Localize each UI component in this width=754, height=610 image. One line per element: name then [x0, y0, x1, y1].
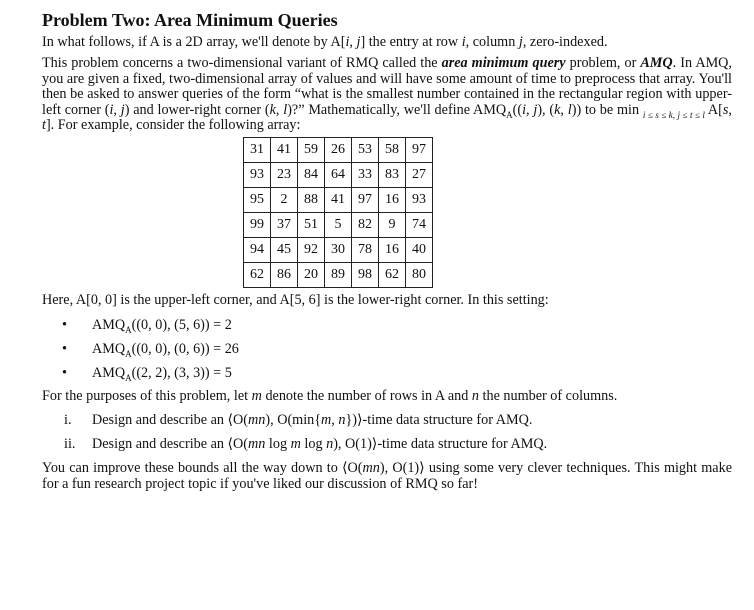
bullet-icon: •: [62, 364, 67, 381]
table-cell: 37: [271, 213, 298, 238]
table-cell: 94: [244, 238, 271, 263]
text: Design and describe an ⟨O(: [92, 436, 249, 453]
subscript: i ≤ s ≤ k, j ≤ t ≤ l: [642, 109, 705, 120]
table-cell: 93: [406, 188, 433, 213]
table-cell: 78: [352, 238, 379, 263]
text: AMQ: [92, 364, 126, 381]
table-cell: 98: [352, 263, 379, 288]
subscript: A: [125, 372, 132, 383]
text: ((2, 2), (3, 3)) = 5: [131, 364, 232, 381]
table-row: [244, 163, 433, 188]
var: i, j: [109, 101, 125, 118]
table-cell: 93: [244, 163, 271, 188]
table-cell: 97: [352, 188, 379, 213]
var: i, j: [522, 101, 538, 118]
text: denote the number of rows in A and: [261, 387, 472, 404]
var: i: [461, 34, 466, 50]
var: m: [290, 436, 301, 453]
table-cell: 92: [298, 238, 325, 263]
table-cell: 40: [406, 238, 433, 263]
text: AMQ: [92, 340, 126, 357]
table-cell: 74: [406, 213, 433, 238]
table-cell: 51: [298, 213, 325, 238]
term: area minimum query: [441, 55, 566, 72]
subscript: A: [125, 348, 132, 359]
term: AMQ: [640, 55, 673, 72]
text: log: [300, 436, 327, 453]
table-cell: 41: [325, 188, 352, 213]
bullet-icon: •: [62, 316, 67, 333]
var: k, l: [269, 101, 288, 118]
text: . In AMQ, you are given a fixed, two-dimensional array of values and will have some amount of time to preprocess that array. You'll then be asked to answer queries of the form “what is the smallest number contained in the rectangular region with upper-left corner (: [42, 55, 732, 118]
text: ((0, 0), (5, 6)) = 2: [131, 316, 232, 333]
table-cell: 88: [298, 188, 325, 213]
text: ((0, 0), (0, 6)) = 26: [131, 340, 239, 357]
table-cell: 41: [271, 138, 298, 163]
notation-paragraph: [42, 389, 732, 404]
part-number: i.: [64, 412, 72, 429]
table-cell: 30: [325, 238, 352, 263]
subscript: A: [506, 109, 513, 120]
table-cell: 5: [325, 213, 352, 238]
subscript: A: [125, 324, 132, 335]
closing-paragraph: [42, 461, 732, 492]
table-cell: 82: [352, 213, 379, 238]
problem-title: Problem Two: Area Minimum Queries: [42, 10, 338, 30]
table-cell: 23: [271, 163, 298, 188]
text: , column: [465, 34, 519, 50]
table-cell: 9: [379, 213, 406, 238]
corner-explanation: Here, A[0, 0] is the upper-left corner, and A[5, 6] is the lower-right corner. In this setting:: [42, 292, 549, 309]
table-cell: 59: [298, 138, 325, 163]
table-cell: 99: [244, 213, 271, 238]
table-row: [244, 138, 433, 163]
table-row: [244, 213, 433, 238]
table-cell: 33: [352, 163, 379, 188]
table-cell: 31: [244, 138, 271, 163]
text: log: [265, 436, 291, 453]
table-row: [244, 263, 433, 288]
table-cell: 53: [352, 138, 379, 163]
var: mn: [248, 412, 266, 429]
text: )?” Mathematically, we'll define AMQ: [287, 101, 507, 118]
list-item: [42, 337, 732, 361]
var: j: [518, 34, 523, 50]
text: ] the entry at row: [360, 34, 462, 50]
list-item: [42, 408, 732, 432]
example-array-table: [243, 137, 433, 288]
var: mn: [362, 460, 380, 477]
list-item: [42, 361, 732, 385]
intro-paragraph: [42, 35, 732, 50]
part-number: ii.: [64, 436, 76, 453]
table-cell: 62: [244, 263, 271, 288]
text: )) to be min: [571, 101, 643, 118]
table-cell: 26: [325, 138, 352, 163]
var: k, l: [554, 101, 572, 118]
table-cell: 97: [406, 138, 433, 163]
table-cell: 27: [406, 163, 433, 188]
text: the number of columns.: [479, 387, 618, 404]
text: ,: [349, 34, 357, 50]
table-cell: 45: [271, 238, 298, 263]
list-item: [42, 432, 732, 456]
text: problem, or: [565, 55, 641, 72]
table-cell: 58: [379, 138, 406, 163]
document-page: [42, 8, 732, 492]
table-cell: 20: [298, 263, 325, 288]
text: A[: [704, 101, 723, 118]
table-cell: 95: [244, 188, 271, 213]
table-cell: 89: [325, 263, 352, 288]
text: , zero-indexed.: [522, 34, 608, 50]
text: ) and lower-right corner (: [124, 101, 270, 118]
table-cell: 83: [379, 163, 406, 188]
text: ), (: [537, 101, 555, 118]
var: n: [326, 436, 334, 453]
var: mn: [248, 436, 266, 453]
table-cell: 84: [298, 163, 325, 188]
text: For the purposes of this problem, let: [42, 387, 252, 404]
text: This problem concerns a two-dimensional variant of RMQ called the: [42, 55, 442, 72]
table-cell: 80: [406, 263, 433, 288]
var: j: [356, 34, 361, 50]
text: ]. For example, consider the following array:: [45, 117, 301, 134]
text: ), O(1)⟩ using some very clever techniques. This might make for a fun research project topic if you've liked our discussion of RMQ so far!: [42, 460, 732, 492]
text: You can improve these bounds all the way down to ⟨O(: [42, 460, 363, 477]
table-cell: 62: [379, 263, 406, 288]
table-cell: 2: [271, 188, 298, 213]
text: ), O(min{: [265, 412, 322, 429]
list-item: [42, 313, 732, 337]
text: AMQ: [92, 316, 126, 333]
text: Design and describe an ⟨O(: [92, 412, 249, 429]
var: m, n: [321, 412, 346, 429]
table-row: [244, 238, 433, 263]
example-queries-list: [42, 313, 732, 385]
text: ((: [512, 101, 523, 118]
table-cell: 16: [379, 238, 406, 263]
table-cell: 16: [379, 188, 406, 213]
table-cell: 64: [325, 163, 352, 188]
var: n: [471, 387, 479, 404]
bullet-icon: •: [62, 340, 67, 357]
var: m: [251, 387, 262, 404]
table-row: [244, 188, 433, 213]
problem-description: [42, 56, 732, 133]
text: In what follows, if A is a 2D array, we'll denote by A[: [42, 34, 346, 50]
problem-parts-list: [42, 408, 732, 456]
table-cell: 86: [271, 263, 298, 288]
text: ), O(1)⟩-time data structure for AMQ.: [333, 436, 548, 453]
text: })⟩-time data structure for AMQ.: [345, 412, 533, 429]
var: i: [345, 34, 350, 50]
var: s, t: [42, 101, 732, 134]
